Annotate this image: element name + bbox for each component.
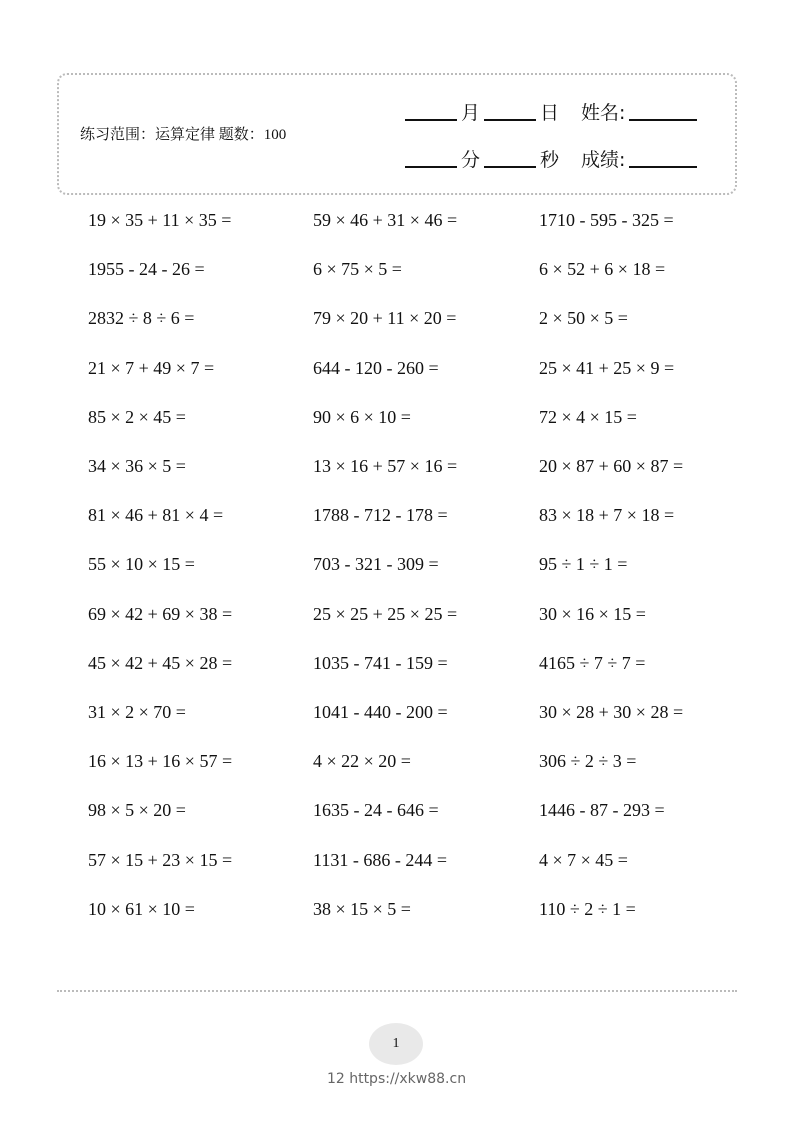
- problem: 90 × 6 × 10 =: [313, 406, 411, 427]
- problem: 38 × 15 × 5 =: [313, 898, 411, 919]
- problem: 4165 ÷ 7 ÷ 7 =: [539, 652, 646, 673]
- problem: 79 × 20 + 11 × 20 =: [313, 308, 457, 329]
- practice-range: 练习范围：运算定律 题数：100: [80, 127, 287, 143]
- problem: 83 × 18 + 7 × 18 =: [539, 505, 675, 526]
- problem: 6 × 75 × 5 =: [313, 259, 402, 280]
- problem: 4 × 22 × 20 =: [313, 751, 411, 772]
- second-label: 秒: [540, 149, 560, 171]
- problem: 1041 - 440 - 200 =: [313, 702, 448, 722]
- date-line: [405, 98, 697, 125]
- problem: 30 × 16 × 15 =: [539, 603, 646, 624]
- problem: 4 × 7 × 45 =: [539, 849, 628, 870]
- day-label: 日: [540, 102, 560, 124]
- month-blank[interactable]: [405, 118, 457, 121]
- problem: 644 - 120 - 260 =: [313, 357, 439, 378]
- problem: 1131 - 686 - 244 =: [313, 849, 447, 870]
- day-blank[interactable]: [484, 118, 536, 121]
- problem: 45 × 42 + 45 × 28 =: [88, 652, 233, 673]
- name-label: 姓名:: [581, 102, 626, 124]
- problem: 21 × 7 + 49 × 7 =: [88, 357, 215, 378]
- problem: 30 × 28 + 30 × 28 =: [539, 702, 684, 722]
- problem: 19 × 35 + 11 × 35 =: [88, 210, 232, 230]
- name-blank[interactable]: [629, 118, 697, 121]
- second-blank[interactable]: [484, 165, 536, 168]
- footer-url: 12 https://xkw88.cn: [326, 1071, 467, 1087]
- problem: 2832 ÷ 8 ÷ 6 =: [88, 308, 195, 329]
- problem: 110 ÷ 2 ÷ 1 =: [539, 898, 636, 919]
- month-label: 月: [461, 102, 481, 124]
- problem: 55 × 10 × 15 =: [88, 554, 195, 575]
- problem: 13 × 16 + 57 × 16 =: [313, 456, 458, 476]
- problem: 31 × 2 × 70 =: [88, 702, 186, 722]
- problem: 10 × 61 × 10 =: [88, 898, 195, 919]
- score-blank[interactable]: [629, 165, 697, 168]
- problem: 1035 - 741 - 159 =: [313, 652, 448, 673]
- problem: 16 × 13 + 16 × 57 =: [88, 751, 233, 772]
- problem: 69 × 42 + 69 × 38 =: [88, 603, 233, 624]
- problem: 6 × 52 + 6 × 18 =: [539, 259, 666, 280]
- problem: 1788 - 712 - 178 =: [313, 505, 448, 526]
- problem: 81 × 46 + 81 × 4 =: [88, 505, 224, 526]
- problem: 95 ÷ 1 ÷ 1 =: [539, 554, 628, 575]
- problem: 1955 - 24 - 26 =: [88, 259, 205, 280]
- problem: 72 × 4 × 15 =: [539, 406, 637, 427]
- problem: 1635 - 24 - 646 =: [313, 800, 439, 821]
- problem: 85 × 2 × 45 =: [88, 406, 186, 427]
- minute-label: 分: [461, 149, 481, 171]
- minute-blank[interactable]: [405, 165, 457, 168]
- problem: 306 ÷ 2 ÷ 3 =: [539, 751, 637, 772]
- problem: 25 × 25 + 25 × 25 =: [313, 603, 458, 624]
- score-label: 成绩:: [581, 149, 626, 171]
- page-number: 1: [369, 1023, 423, 1065]
- problem: 59 × 46 + 31 × 46 =: [313, 210, 458, 230]
- problem: 57 × 15 + 23 × 15 =: [88, 849, 233, 870]
- problem: 98 × 5 × 20 =: [88, 800, 186, 821]
- problem: 2 × 50 × 5 =: [539, 308, 628, 329]
- problem: 1446 - 87 - 293 =: [539, 800, 665, 821]
- time-line: [405, 145, 697, 172]
- problem: 20 × 87 + 60 × 87 =: [539, 456, 684, 476]
- problem: 1710 - 595 - 325 =: [539, 210, 674, 230]
- problem: 34 × 36 × 5 =: [88, 456, 186, 476]
- problem: 25 × 41 + 25 × 9 =: [539, 357, 675, 378]
- divider: [57, 990, 737, 992]
- problem: 703 - 321 - 309 =: [313, 554, 439, 575]
